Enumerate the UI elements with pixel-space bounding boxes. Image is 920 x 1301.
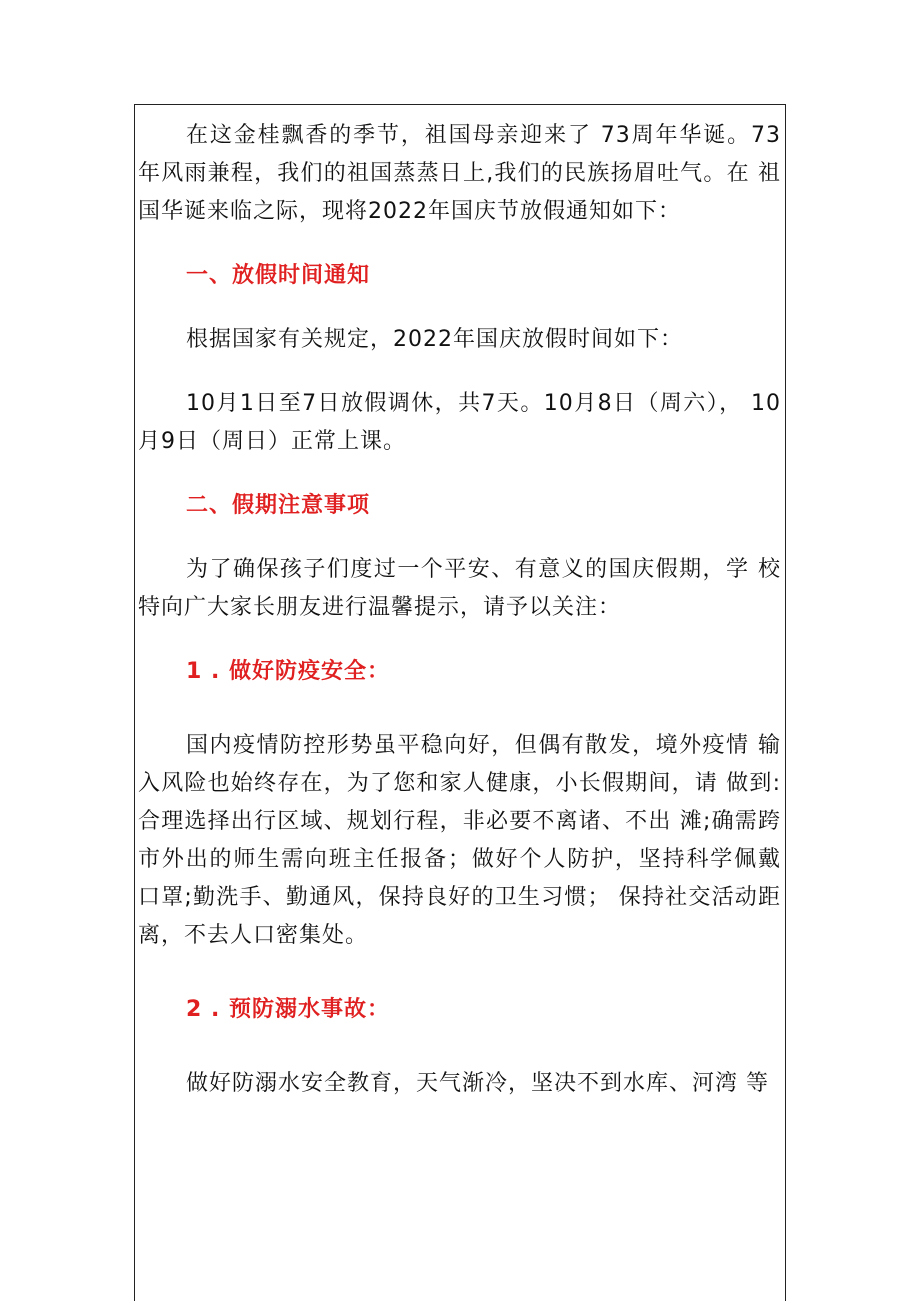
section1-paragraph-2: 10月1日至7日放假调休，共7天。10月8日（周六）， 10月9日（周日）正常上课。: [138, 391, 781, 454]
section2-paragraph: 为了确保孩子们度过一个平安、有意义的国庆假期，学 校特向广大家长朋友进行温馨提示，请予以关注：: [138, 557, 781, 620]
document-frame: [134, 104, 786, 1301]
item2-paragraph: 做好防溺水安全教育，天气渐冷，坚决不到水库、河湾 等: [186, 1071, 769, 1096]
section2-heading: 二、假期注意事项: [186, 493, 371, 518]
section1-heading: 一、放假时间通知: [186, 263, 371, 288]
item1-paragraph: 国内疫情防控形势虽平稳向好，但偶有散发，境外疫情 输入风险也始终存在，为了您和家人健康，小长假期间，请 做到:合理选择出行区域、规划行程，非必要不离诸、不出 滩;确需跨市外出的师生需向班主任报备；做好个人防护，坚持科学佩戴口罩;勤洗手、勤通风，保持良好的卫生习惯； 保持社交活动距离，不去人口密集处。: [138, 733, 781, 948]
section1-paragraph-1: 根据国家有关规定，2022年国庆放假时间如下：: [186, 327, 683, 352]
intro-paragraph: 在这金桂飘香的季节，祖国母亲迎来了 73周年华诞。73 年风雨兼程，我们的祖国蒸蒸日上,我们的民族扬眉吐气。在 祖国华诞来临之际，现将2022年国庆节放假通知如下：: [138, 123, 781, 224]
item2-heading: 2 . 预防溺水事故：: [186, 997, 390, 1022]
item1-heading: 1 . 做好防疫安全：: [186, 659, 390, 684]
document-body: [138, 105, 781, 1103]
